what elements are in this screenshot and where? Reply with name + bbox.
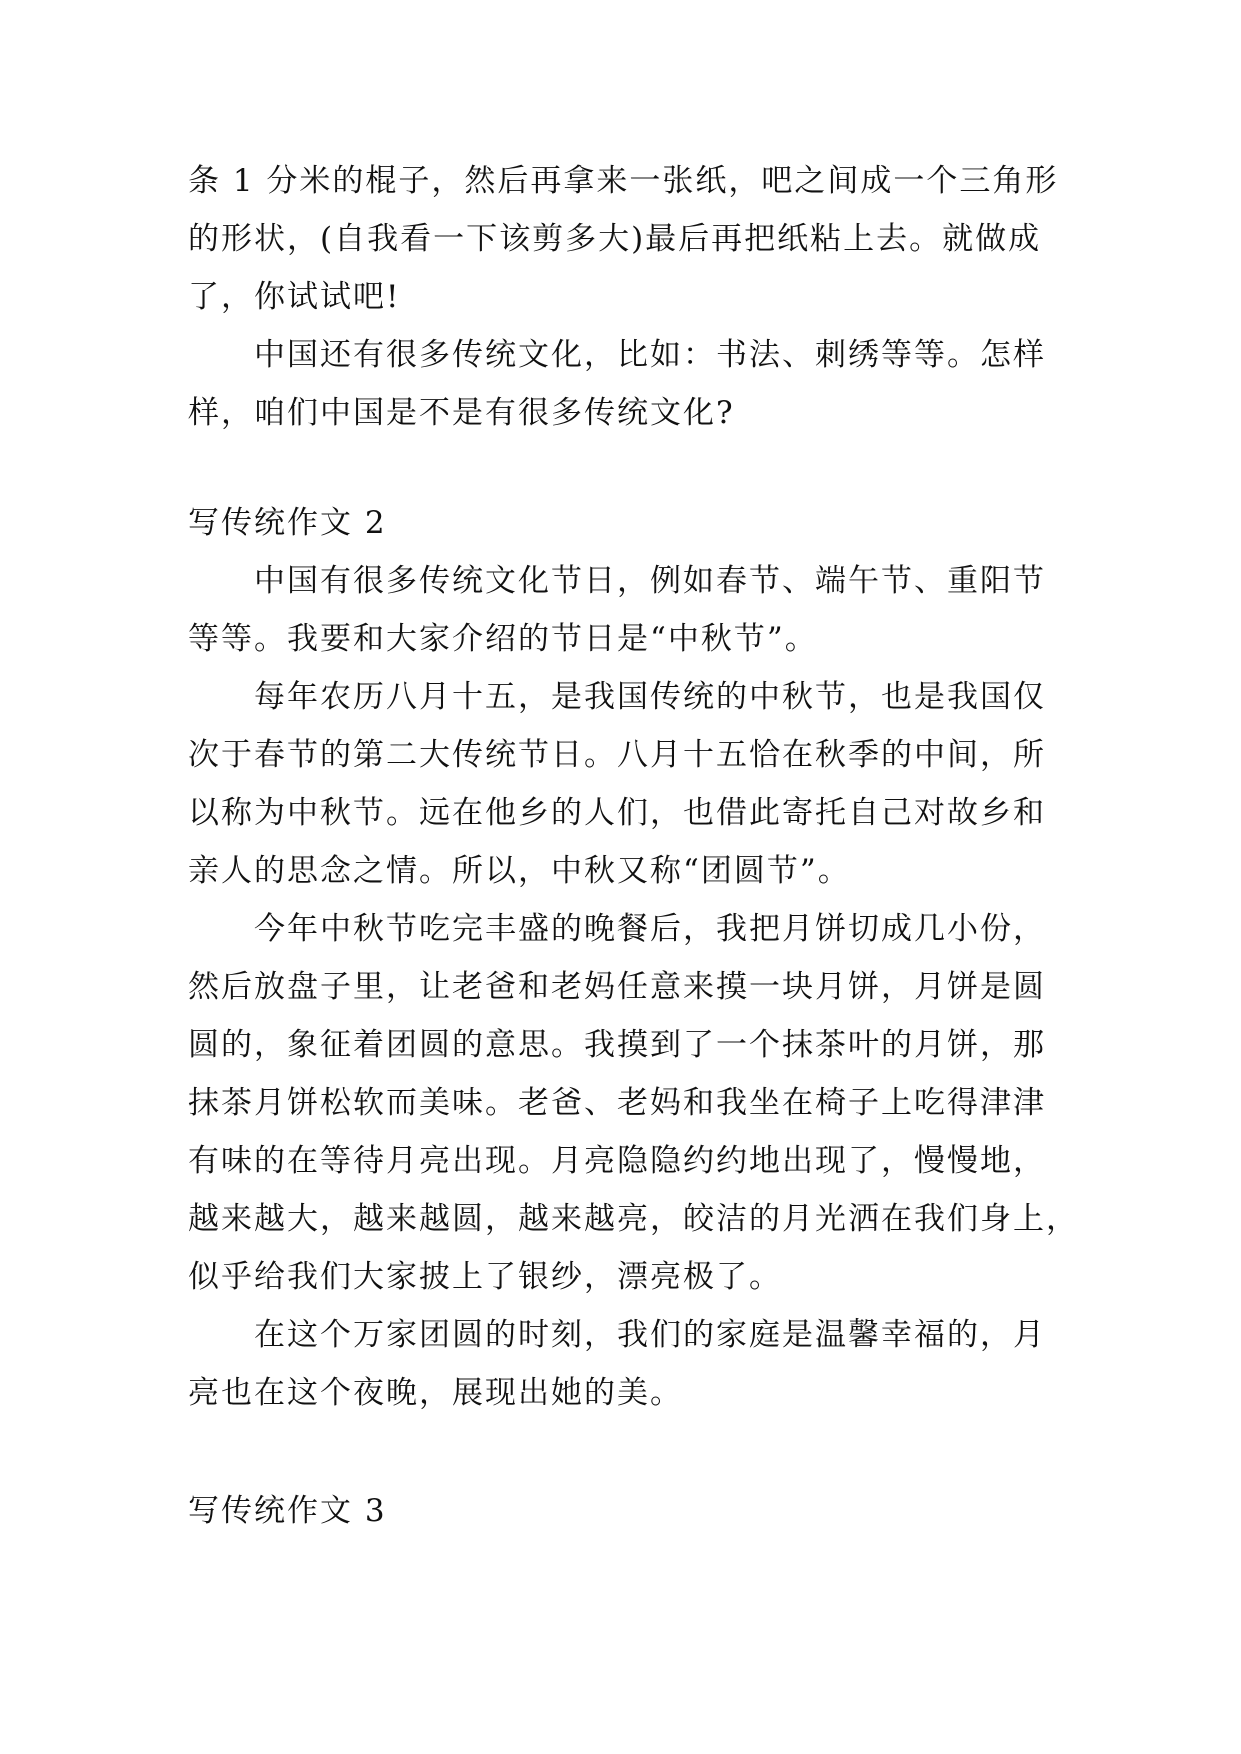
text-line: 似乎给我们大家披上了银纱，漂亮极了。 [188, 1259, 782, 1295]
text-line: 的形状，(自我看一下该剪多大)最后再把纸粘上去。就做成 [188, 221, 1042, 257]
text-line: 条 1 分米的棍子，然后再拿来一张纸，吧之间成一个三角形 [188, 163, 1059, 199]
text-line: 亲人的思念之情。所以，中秋又称“团圆节”。 [188, 853, 851, 889]
text-line: 了，你试试吧! [188, 279, 401, 315]
paragraph-first-line: 中国还有很多传统文化，比如：书法、刺绣等等。怎样 [254, 337, 1046, 373]
text-line: 等等。我要和大家介绍的节日是“中秋节”。 [188, 621, 818, 657]
document-body [188, 152, 1079, 1540]
text-line: 有味的在等待月亮出现。月亮隐隐约约地出现了，慢慢地， [188, 1143, 1046, 1179]
section-heading: 写传统作文 3 [188, 1493, 387, 1529]
paragraph-first-line: 每年农历八月十五，是我国传统的中秋节，也是我国仅 [254, 679, 1046, 715]
text-line: 样，咱们中国是不是有很多传统文化? [188, 395, 735, 431]
text-line: 亮也在这个夜晚，展现出她的美。 [188, 1375, 683, 1411]
section-heading: 写传统作文 2 [188, 505, 387, 541]
text-line: 次于春节的第二大传统节日。八月十五恰在秋季的中间，所 [188, 737, 1046, 773]
paragraph-first-line: 今年中秋节吃完丰盛的晚餐后，我把月饼切成几小份， [254, 911, 1046, 947]
text-line: 然后放盘子里，让老爸和老妈任意来摸一块月饼，月饼是圆 [188, 969, 1046, 1005]
text-line: 圆的，象征着团圆的意思。我摸到了一个抹茶叶的月饼，那 [188, 1027, 1046, 1063]
paragraph-first-line: 中国有很多传统文化节日，例如春节、端午节、重阳节 [254, 563, 1046, 599]
text-line: 以称为中秋节。远在他乡的人们，也借此寄托自己对故乡和 [188, 795, 1046, 831]
text-line: 抹茶月饼松软而美味。老爸、老妈和我坐在椅子上吃得津津 [188, 1085, 1046, 1121]
text-line: 越来越大，越来越圆，越来越亮，皎洁的月光洒在我们身上， [188, 1201, 1079, 1237]
paragraph-first-line: 在这个万家团圆的时刻，我们的家庭是温馨幸福的，月 [254, 1317, 1046, 1353]
